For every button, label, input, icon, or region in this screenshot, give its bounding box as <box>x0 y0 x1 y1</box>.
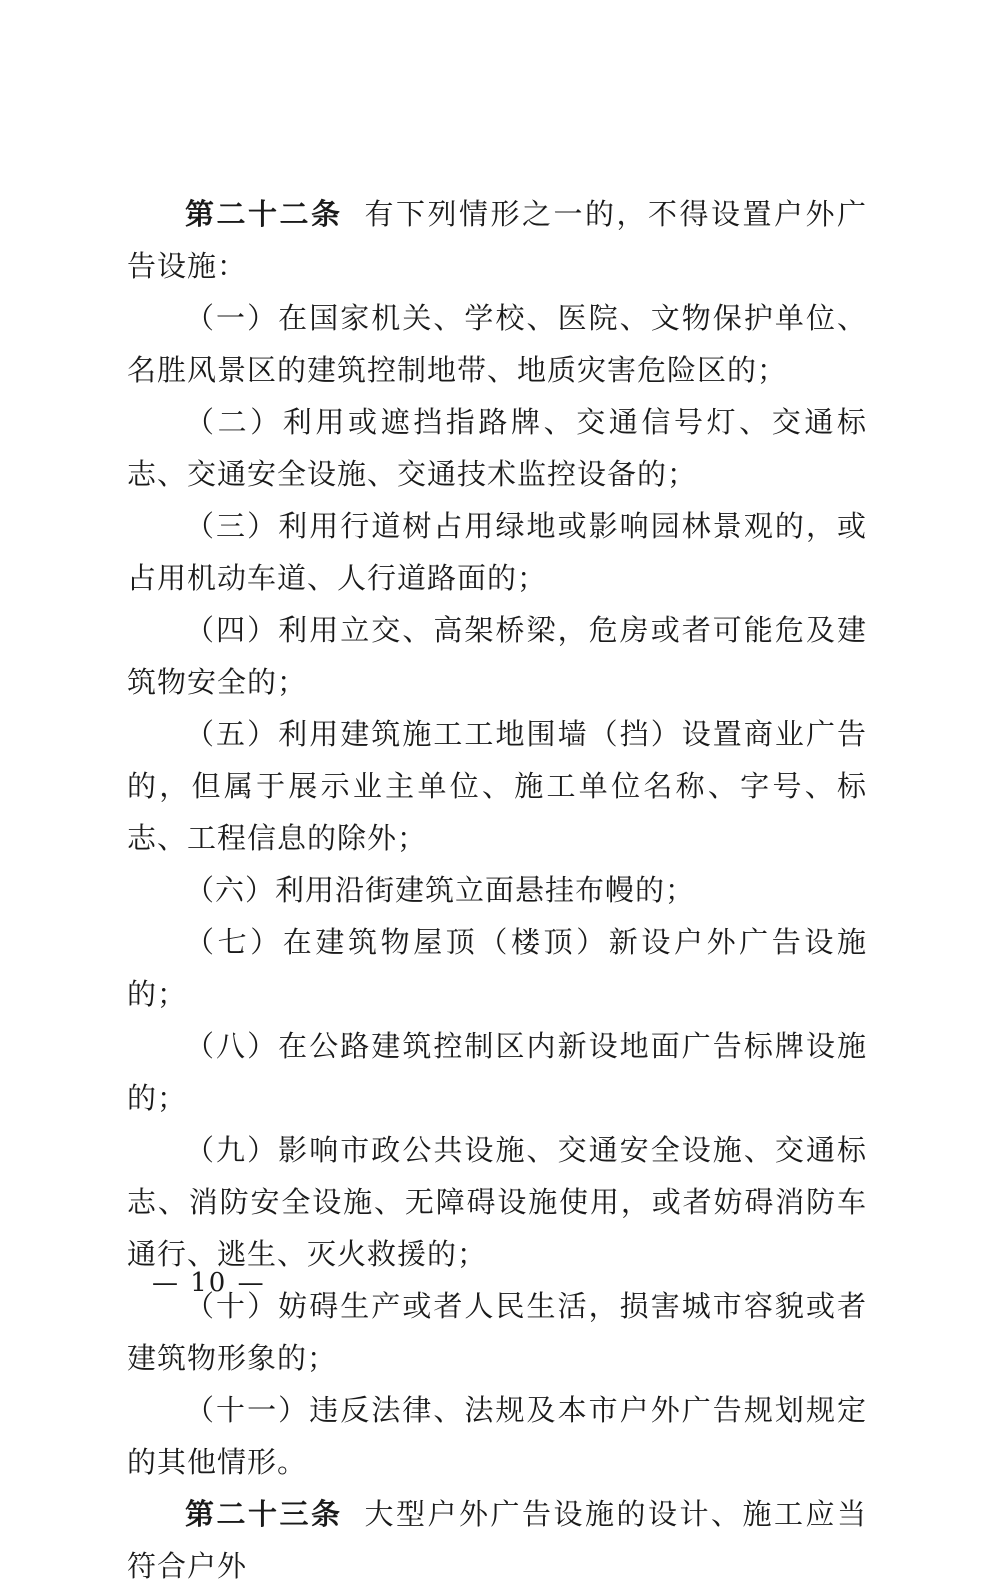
article-22-item-4: （四）利用立交、高架桥梁，危房或者可能危及建筑物安全的； <box>127 613 867 699</box>
article-23-heading <box>127 1488 867 1592</box>
article-22-item-2: （二）利用或遮挡指路牌、交通信号灯、交通标志、交通安全设施、交通技术监控设备的； <box>127 405 867 491</box>
article-22-item-8: （八）在公路建筑控制区内新设地面广告标牌设施的； <box>127 1029 867 1115</box>
article-22-item-3: （三）利用行道树占用绿地或影响园林景观的，或占用机动车道、人行道路面的； <box>127 509 867 595</box>
article-23-number: 第二十三条 <box>185 1497 343 1531</box>
page-number: — 10 — <box>152 1268 266 1298</box>
article-22-item-7: （七）在建筑物屋顶（楼顶）新设户外广告设施的； <box>127 925 867 1011</box>
article-22-item-9: （九）影响市政公共设施、交通安全设施、交通标志、消防安全设施、无障碍设施使用，或者妨碍消防车通行、逃生、灭火救援的； <box>127 1133 867 1271</box>
article-22-item-6: （六）利用沿街建筑立面悬挂布幔的； <box>185 873 696 907</box>
article-22-heading <box>127 188 867 292</box>
article-22-item-1: （一）在国家机关、学校、医院、文物保护单位、名胜风景区的建筑控制地带、地质灾害危险区的； <box>127 301 867 387</box>
article-22-number: 第二十二条 <box>185 197 343 231</box>
article-23-intro: 大型户外广告设施的设计、施工应当符合户外 <box>127 1497 867 1583</box>
article-22-item-11: （十一）违反法律、法规及本市户外广告规划规定的其他情形。 <box>127 1393 867 1479</box>
article-22-item-5: （五）利用建筑施工工地围墙（挡）设置商业广告的，但属于展示业主单位、施工单位名称、字号、标志、工程信息的除外； <box>127 717 867 855</box>
document-body <box>127 188 867 1592</box>
article-22-intro: 有下列情形之一的，不得设置户外广告设施： <box>127 197 867 283</box>
article-22-item-10: （十）妨碍生产或者人民生活，损害城市容貌或者建筑物形象的； <box>127 1289 867 1375</box>
